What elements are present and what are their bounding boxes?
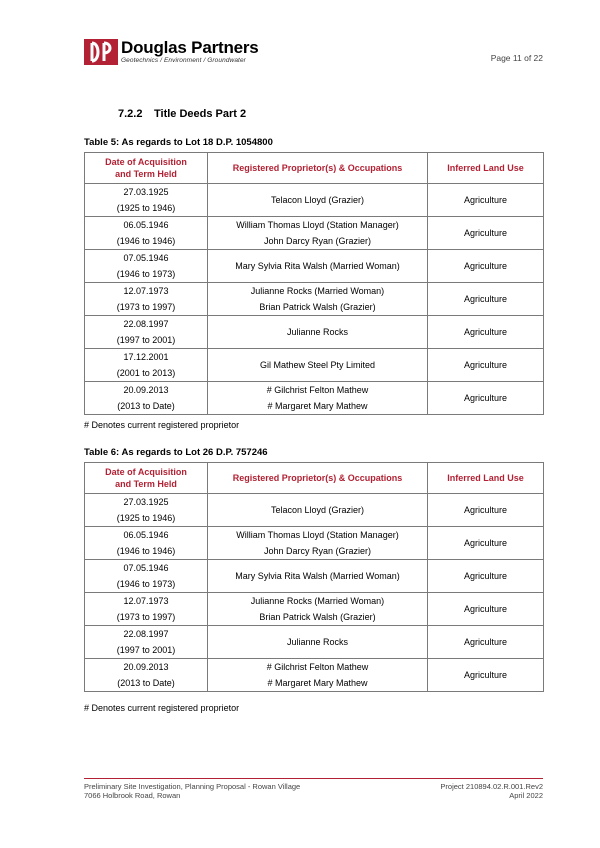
term-held: (1946 to 1946) xyxy=(116,546,176,556)
land-use-cell: Agriculture xyxy=(428,217,544,250)
term-held: (1997 to 2001) xyxy=(116,335,176,345)
proprietor-name: Mary Sylvia Rita Walsh (Married Woman) xyxy=(235,261,400,271)
section-number: 7.2.2 xyxy=(118,108,143,120)
header-date-acquisition: Date of Acquisition and Term Held xyxy=(85,153,208,184)
date-cell xyxy=(85,184,208,217)
header-land-use: Inferred Land Use xyxy=(428,463,544,494)
table-row xyxy=(85,184,544,217)
page-number: Page 11 of 22 xyxy=(490,53,543,63)
acquisition-date: 17.12.2001 xyxy=(123,352,169,362)
table-row xyxy=(85,560,544,593)
date-cell xyxy=(85,316,208,349)
term-held: (1946 to 1973) xyxy=(116,579,176,589)
acquisition-date: 06.05.1946 xyxy=(123,220,169,230)
footer-left xyxy=(84,782,300,800)
date-cell xyxy=(85,560,208,593)
header-proprietor: Registered Proprietor(s) & Occupations xyxy=(208,153,428,184)
proprietor-name: William Thomas Lloyd (Station Manager) xyxy=(236,220,399,230)
footer-project-number: Project 210894.02.R.001.Rev2 xyxy=(440,782,543,791)
proprietor-name: Gil Mathew Steel Pty Limited xyxy=(259,360,376,370)
proprietor-name: # Margaret Mary Mathew xyxy=(267,678,368,688)
term-held: (1997 to 2001) xyxy=(116,645,176,655)
land-use-cell: Agriculture xyxy=(428,560,544,593)
term-held: (1925 to 1946) xyxy=(116,513,176,523)
table5 xyxy=(84,152,544,415)
term-held: (2013 to Date) xyxy=(117,678,175,688)
footer-divider xyxy=(84,778,543,779)
acquisition-date: 07.05.1946 xyxy=(123,253,169,263)
acquisition-date: 12.07.1973 xyxy=(123,286,169,296)
term-held: (2001 to 2013) xyxy=(116,368,176,378)
table6 xyxy=(84,462,544,692)
term-held: (1973 to 1997) xyxy=(116,302,176,312)
proprietor-cell xyxy=(208,217,428,250)
table-row xyxy=(85,382,544,415)
proprietor-name: William Thomas Lloyd (Station Manager) xyxy=(236,530,399,540)
proprietor-name: Telacon Lloyd (Grazier) xyxy=(270,195,365,205)
proprietor-cell xyxy=(208,626,428,659)
date-cell xyxy=(85,217,208,250)
company-tagline: Geotechnics / Environment / Groundwater xyxy=(121,57,246,65)
proprietor-cell xyxy=(208,593,428,626)
proprietor-cell xyxy=(208,349,428,382)
proprietor-name: # Margaret Mary Mathew xyxy=(267,401,368,411)
proprietor-cell xyxy=(208,560,428,593)
term-held: (1946 to 1973) xyxy=(116,269,176,279)
date-cell xyxy=(85,659,208,692)
proprietor-cell xyxy=(208,250,428,283)
header-date-acquisition: Date of Acquisition and Term Held xyxy=(85,463,208,494)
acquisition-date: 27.03.1925 xyxy=(123,497,169,507)
section-title: Title Deeds Part 2 xyxy=(154,108,247,120)
land-use-cell: Agriculture xyxy=(428,184,544,217)
table-row xyxy=(85,659,544,692)
table5-caption: Table 5: As regards to Lot 18 D.P. 1054800 xyxy=(84,137,273,148)
table-row xyxy=(85,316,544,349)
land-use-cell: Agriculture xyxy=(428,494,544,527)
term-held: (1946 to 1946) xyxy=(116,236,176,246)
land-use-cell: Agriculture xyxy=(428,626,544,659)
table-row xyxy=(85,250,544,283)
land-use-cell: Agriculture xyxy=(428,283,544,316)
term-held: (2013 to Date) xyxy=(117,401,175,411)
land-use-cell: Agriculture xyxy=(428,659,544,692)
date-cell xyxy=(85,382,208,415)
acquisition-date: 22.08.1997 xyxy=(123,319,169,329)
proprietor-name: Mary Sylvia Rita Walsh (Married Woman) xyxy=(235,571,400,581)
table5-note: # Denotes current registered proprietor xyxy=(84,420,240,430)
land-use-cell: Agriculture xyxy=(428,316,544,349)
proprietor-name: # Gilchrist Felton Mathew xyxy=(266,662,369,672)
acquisition-date: 07.05.1946 xyxy=(123,563,169,573)
proprietor-cell xyxy=(208,283,428,316)
term-held: (1973 to 1997) xyxy=(116,612,176,622)
proprietor-name: Brian Patrick Walsh (Grazier) xyxy=(259,302,376,312)
footer-report-title: Preliminary Site Investigation, Planning Proposal - Rowan Village xyxy=(84,782,301,791)
proprietor-cell xyxy=(208,316,428,349)
proprietor-name: # Gilchrist Felton Mathew xyxy=(266,385,369,395)
proprietor-cell xyxy=(208,659,428,692)
company-logo xyxy=(84,38,259,66)
table-row xyxy=(85,349,544,382)
section-heading xyxy=(118,108,246,120)
proprietor-cell xyxy=(208,382,428,415)
date-cell xyxy=(85,283,208,316)
table6-note: # Denotes current registered proprietor xyxy=(84,703,240,713)
footer-right xyxy=(440,782,543,800)
footer-date: April 2022 xyxy=(509,791,543,800)
table-row xyxy=(85,626,544,659)
proprietor-name: John Darcy Ryan (Grazier) xyxy=(263,236,372,246)
table-row xyxy=(85,527,544,560)
proprietor-cell xyxy=(208,494,428,527)
land-use-cell: Agriculture xyxy=(428,527,544,560)
proprietor-cell xyxy=(208,527,428,560)
douglas-partners-logo-icon xyxy=(84,39,118,65)
acquisition-date: 20.09.2013 xyxy=(123,662,169,672)
table-row xyxy=(85,494,544,527)
date-cell xyxy=(85,250,208,283)
proprietor-name: Julianne Rocks xyxy=(286,637,349,647)
date-cell xyxy=(85,494,208,527)
acquisition-date: 06.05.1946 xyxy=(123,530,169,540)
proprietor-name: Julianne Rocks (Married Woman) xyxy=(250,286,385,296)
date-cell xyxy=(85,349,208,382)
table-row xyxy=(85,217,544,250)
table6-caption: Table 6: As regards to Lot 26 D.P. 757246 xyxy=(84,447,268,458)
proprietor-name: John Darcy Ryan (Grazier) xyxy=(263,546,372,556)
land-use-cell: Agriculture xyxy=(428,593,544,626)
term-held: (1925 to 1946) xyxy=(116,203,176,213)
table-row xyxy=(85,593,544,626)
proprietor-name: Julianne Rocks (Married Woman) xyxy=(250,596,385,606)
acquisition-date: 22.08.1997 xyxy=(123,629,169,639)
header-land-use: Inferred Land Use xyxy=(428,153,544,184)
table6-header-row xyxy=(85,463,544,494)
land-use-cell: Agriculture xyxy=(428,250,544,283)
acquisition-date: 20.09.2013 xyxy=(123,385,169,395)
table5-header-row xyxy=(85,153,544,184)
table-row xyxy=(85,283,544,316)
proprietor-cell xyxy=(208,184,428,217)
company-name: Douglas Partners xyxy=(121,38,259,58)
proprietor-name: Telacon Lloyd (Grazier) xyxy=(270,505,365,515)
date-cell xyxy=(85,527,208,560)
date-cell xyxy=(85,626,208,659)
acquisition-date: 12.07.1973 xyxy=(123,596,169,606)
header-proprietor: Registered Proprietor(s) & Occupations xyxy=(208,463,428,494)
date-cell xyxy=(85,593,208,626)
land-use-cell: Agriculture xyxy=(428,382,544,415)
footer-address: 7066 Holbrook Road, Rowan xyxy=(84,791,181,800)
proprietor-name: Julianne Rocks xyxy=(286,327,349,337)
proprietor-name: Brian Patrick Walsh (Grazier) xyxy=(259,612,376,622)
land-use-cell: Agriculture xyxy=(428,349,544,382)
acquisition-date: 27.03.1925 xyxy=(123,187,169,197)
